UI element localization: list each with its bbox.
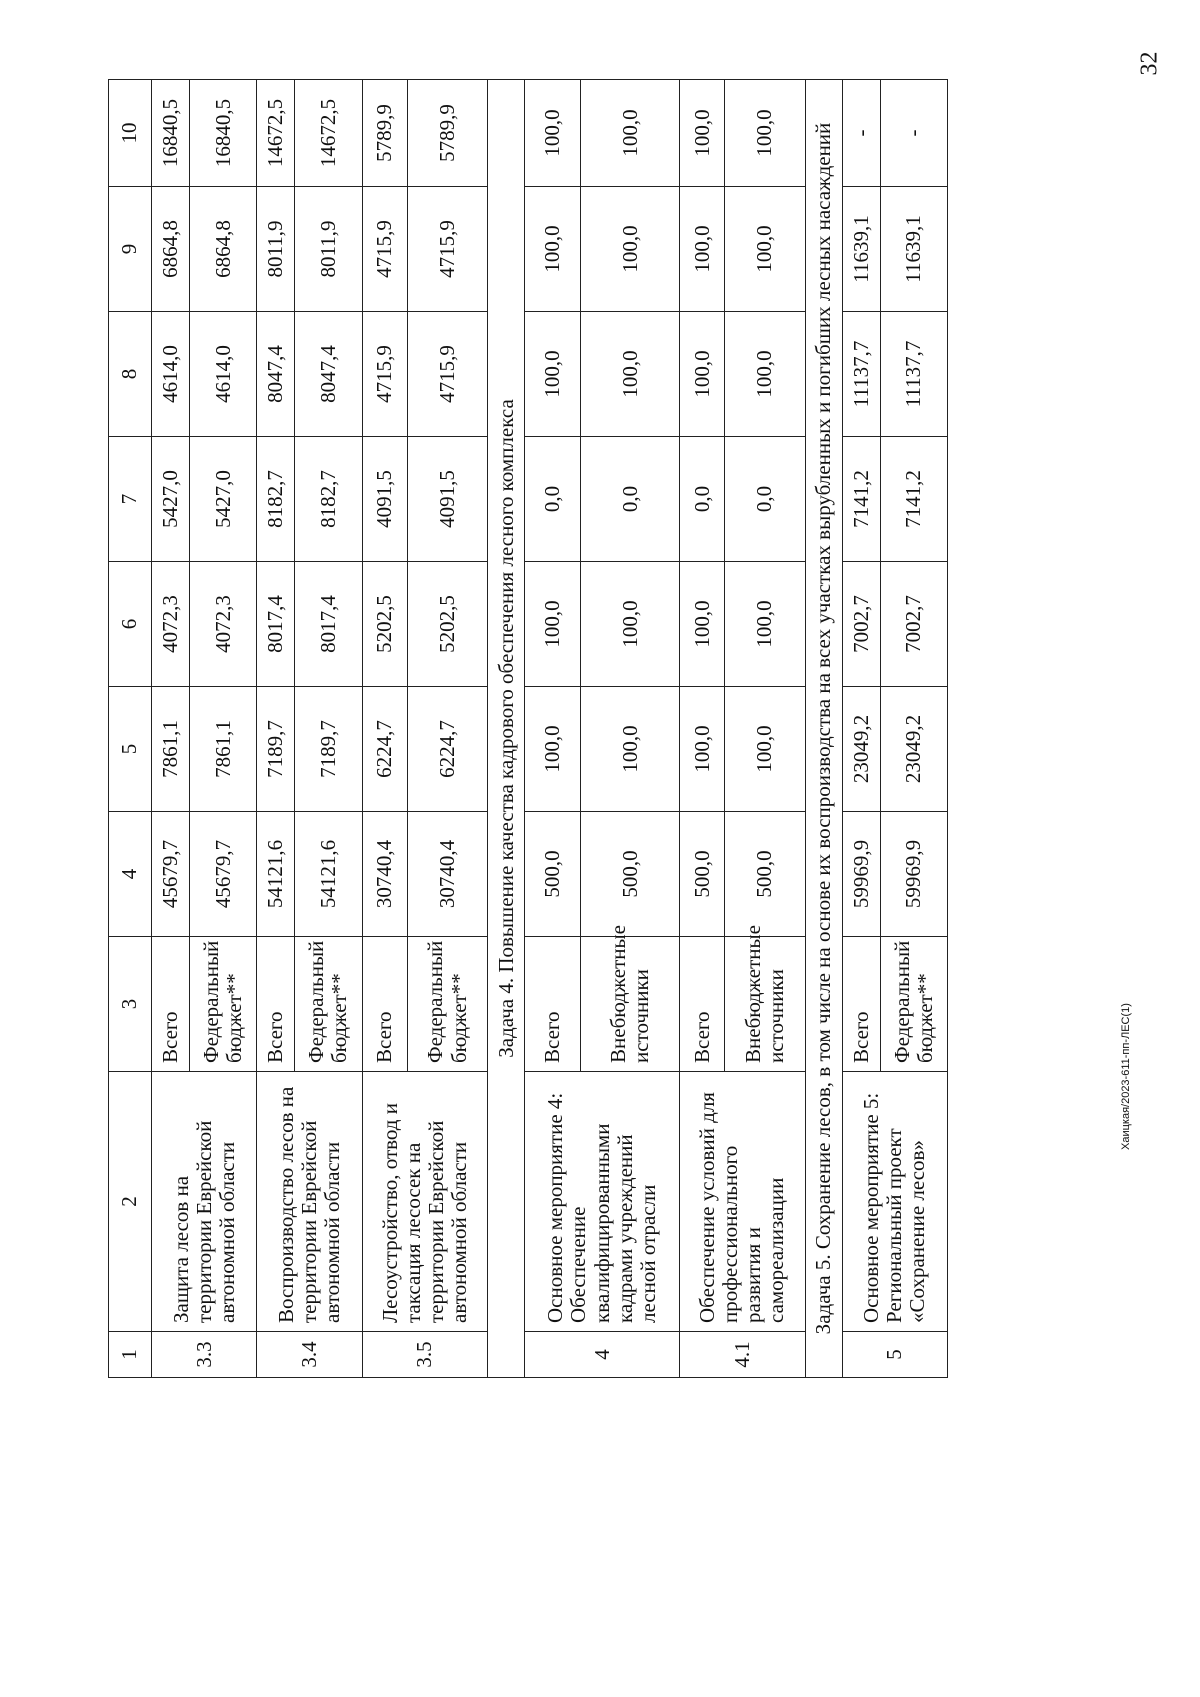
row-number: 3.4: [257, 1332, 362, 1378]
funding-source: Внебюджетные источники: [725, 937, 805, 1072]
value-cell: 7861,1: [190, 687, 257, 812]
value-cell: 500,0: [680, 812, 725, 937]
section-row: [805, 80, 842, 1378]
value-cell: 500,0: [525, 812, 581, 937]
value-cell: 4091,5: [407, 437, 487, 562]
value-cell: 8017,4: [257, 562, 295, 687]
value-cell: 45679,7: [152, 812, 190, 937]
value-cell: 100,0: [725, 80, 805, 187]
value-cell: 100,0: [581, 687, 680, 812]
value-cell: 14672,5: [257, 80, 295, 187]
value-cell: 4715,9: [407, 312, 487, 437]
funding-source: Внебюджетные источники: [581, 937, 680, 1072]
value-cell: 23049,2: [842, 687, 880, 812]
value-cell: 6864,8: [190, 187, 257, 312]
value-cell: 8047,4: [295, 312, 362, 437]
value-cell: 5789,9: [362, 80, 407, 187]
value-cell: 16840,5: [190, 80, 257, 187]
value-cell: 5202,5: [407, 562, 487, 687]
funding-source: Всего: [525, 937, 581, 1072]
table-row: [525, 80, 581, 1378]
value-cell: 6864,8: [152, 187, 190, 312]
value-cell: 5427,0: [152, 437, 190, 562]
funding-source: Всего: [362, 937, 407, 1072]
funding-source: Всего: [842, 937, 880, 1072]
value-cell: 54121,6: [257, 812, 295, 937]
col-header: 1: [109, 1332, 152, 1378]
activity-name: Обеспечение условий для профессионального развития и самореализации: [680, 1072, 806, 1332]
activity-name: Защита лесов на территории Еврейской автономной области: [152, 1072, 257, 1332]
value-cell: 100,0: [725, 562, 805, 687]
value-cell: 100,0: [525, 187, 581, 312]
col-header: 7: [109, 437, 152, 562]
value-cell: 4715,9: [362, 312, 407, 437]
value-cell: 100,0: [525, 80, 581, 187]
section-row: [488, 80, 525, 1378]
value-cell: 100,0: [725, 187, 805, 312]
row-number: 5: [842, 1332, 947, 1378]
value-cell: 500,0: [725, 812, 805, 937]
value-cell: 7141,2: [880, 437, 947, 562]
activity-name: Основное мероприятие 5: Региональный проект «Сохранение лесов»: [842, 1072, 947, 1332]
value-cell: 8017,4: [295, 562, 362, 687]
value-cell: 100,0: [725, 687, 805, 812]
value-cell: 100,0: [525, 687, 581, 812]
activity-name: Лесоустройство, отвод и таксация лесосек на территории Еврейской автономной области: [362, 1072, 488, 1332]
col-header: 6: [109, 562, 152, 687]
table-row: [680, 80, 725, 1378]
value-cell: 6224,7: [407, 687, 487, 812]
funding-source: Всего: [152, 937, 190, 1072]
value-cell: 5427,0: [190, 437, 257, 562]
table-row: [257, 80, 295, 1378]
section-title: Задача 5. Сохранение лесов, в том числе на основе их воспроизводства на всех участках вырубленных и погибших лесных насаждений: [805, 80, 842, 1378]
value-cell: 100,0: [680, 187, 725, 312]
col-header: 3: [109, 937, 152, 1072]
value-cell: 30740,4: [362, 812, 407, 937]
table-row: [152, 80, 190, 1378]
funding-source: Всего: [257, 937, 295, 1072]
value-cell: 100,0: [581, 80, 680, 187]
value-cell: 45679,7: [190, 812, 257, 937]
value-cell: 100,0: [525, 562, 581, 687]
value-cell: 11639,1: [880, 187, 947, 312]
funding-source: Всего: [680, 937, 725, 1072]
rotated-table-container: [108, 80, 948, 1378]
value-cell: 100,0: [680, 562, 725, 687]
col-header: 2: [109, 1072, 152, 1332]
funding-source: Федеральный бюджет**: [190, 937, 257, 1072]
funding-source: Федеральный бюджет**: [295, 937, 362, 1072]
value-cell: 7141,2: [842, 437, 880, 562]
value-cell: 16840,5: [152, 80, 190, 187]
value-cell: 23049,2: [880, 687, 947, 812]
value-cell: 100,0: [525, 312, 581, 437]
value-cell: 500,0: [581, 812, 680, 937]
activity-name: Воспроизводство лесов на территории Еврейской автономной области: [257, 1072, 362, 1332]
activity-name: Основное мероприятие 4: Обеспечение квалифицированными кадрами учреждений лесной отрасли: [525, 1072, 680, 1332]
value-cell: 100,0: [680, 312, 725, 437]
value-cell: 8011,9: [295, 187, 362, 312]
value-cell: 4715,9: [407, 187, 487, 312]
col-header: 10: [109, 80, 152, 187]
value-cell: 5202,5: [362, 562, 407, 687]
funding-source: Федеральный бюджет**: [407, 937, 487, 1072]
value-cell: 11137,7: [842, 312, 880, 437]
document-code: Хаицкая/2023-611-пп-ЛЕС(1): [1120, 1003, 1132, 1150]
value-cell: 0,0: [581, 437, 680, 562]
value-cell: 14672,5: [295, 80, 362, 187]
col-header: 9: [109, 187, 152, 312]
table-row: [842, 80, 880, 1378]
value-cell: 59969,9: [880, 812, 947, 937]
value-cell: 100,0: [581, 312, 680, 437]
table-row: [362, 80, 407, 1378]
row-number: 3.3: [152, 1332, 257, 1378]
value-cell: 100,0: [581, 562, 680, 687]
value-cell: 4715,9: [362, 187, 407, 312]
section-title: Задача 4. Повышение качества кадрового обеспечения лесного комплекса: [488, 80, 525, 1378]
value-cell: 11137,7: [880, 312, 947, 437]
value-cell: 8182,7: [295, 437, 362, 562]
col-header: 5: [109, 687, 152, 812]
value-cell: 100,0: [581, 187, 680, 312]
value-cell: 54121,6: [295, 812, 362, 937]
col-header: 8: [109, 312, 152, 437]
row-number: 4: [525, 1332, 680, 1378]
value-cell: 100,0: [725, 312, 805, 437]
value-cell: 6224,7: [362, 687, 407, 812]
value-cell: 100,0: [680, 80, 725, 187]
value-cell: 4614,0: [190, 312, 257, 437]
value-cell: 8011,9: [257, 187, 295, 312]
value-cell: 4072,3: [152, 562, 190, 687]
row-number: 3.5: [362, 1332, 488, 1378]
value-cell: 5789,9: [407, 80, 487, 187]
value-cell: 4614,0: [152, 312, 190, 437]
value-cell: 59969,9: [842, 812, 880, 937]
value-cell: 4091,5: [362, 437, 407, 562]
value-cell: 30740,4: [407, 812, 487, 937]
value-cell: 8047,4: [257, 312, 295, 437]
budget-table: [108, 79, 948, 1378]
value-cell: 0,0: [525, 437, 581, 562]
value-cell: 7861,1: [152, 687, 190, 812]
value-cell: 100,0: [680, 687, 725, 812]
header-row: [109, 80, 152, 1378]
row-number: 4.1: [680, 1332, 806, 1378]
value-cell: 7189,7: [257, 687, 295, 812]
funding-source: Федеральный бюджет**: [880, 937, 947, 1072]
value-cell: 0,0: [725, 437, 805, 562]
value-cell: 7189,7: [295, 687, 362, 812]
value-cell: 0,0: [680, 437, 725, 562]
value-cell: 4072,3: [190, 562, 257, 687]
col-header: 4: [109, 812, 152, 937]
page-number: 32: [1136, 51, 1163, 76]
value-cell: 8182,7: [257, 437, 295, 562]
value-cell: 11639,1: [842, 187, 880, 312]
value-cell: -: [880, 80, 947, 187]
value-cell: 7002,7: [880, 562, 947, 687]
value-cell: -: [842, 80, 880, 187]
value-cell: 7002,7: [842, 562, 880, 687]
